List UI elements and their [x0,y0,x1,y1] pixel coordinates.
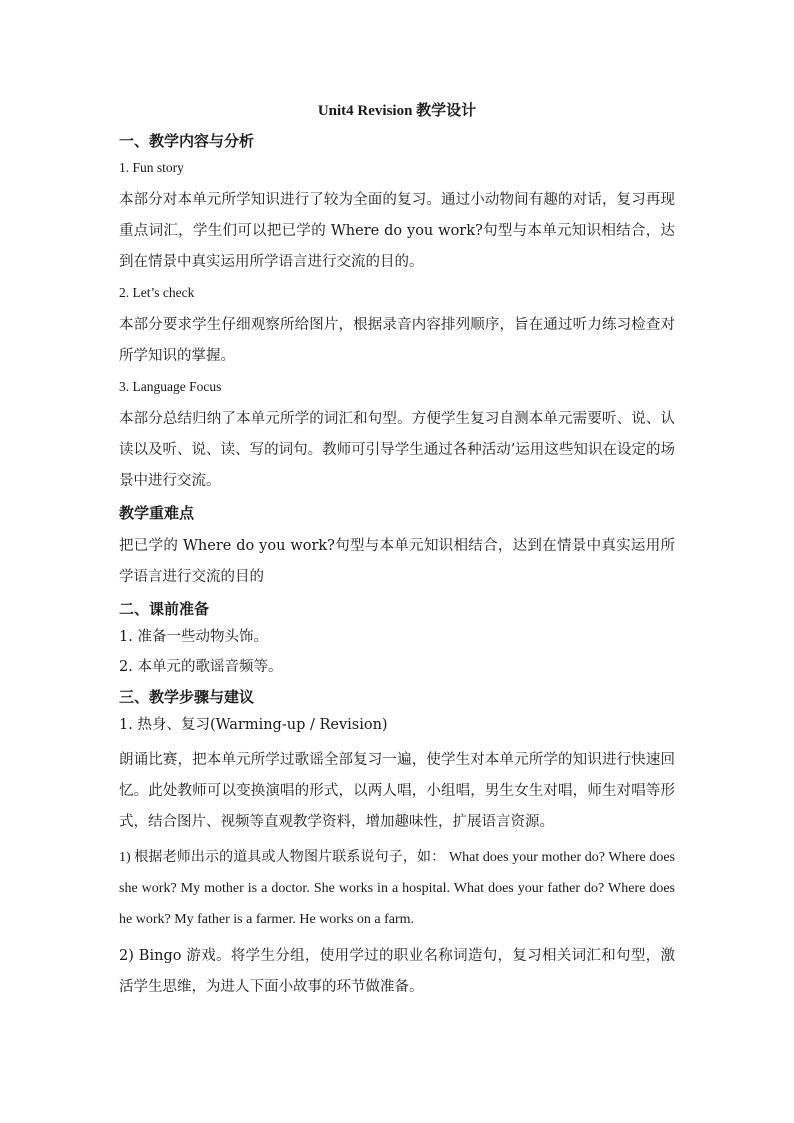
key-points-text: 把已学的 Where do you work?句型与本单元知识相结合，达到在情景中真实运用所学语言进行交流的目的 [119,538,675,585]
section-heading-teaching-steps: 三、教学步骤与建议 [119,688,255,706]
item-title-language-focus: 3. Language Focus [119,379,222,394]
item-text-lets-check: 本部分要求学生仔细观察所给图片，根据录音内容排列顺序，旨在通过听力练习检查对所学知识的掌握。 [119,317,675,364]
item-title-fun-story: 1. Fun story [119,160,184,175]
document-title: Unit4 Revision 教学设计 [317,103,477,119]
step-title-warming-up: 1. 热身、复习(Warming-up / Revision) [119,717,388,733]
item-title-lets-check: 2. Let’s check [119,285,195,300]
section-heading-preparation: 二、课前准备 [119,600,210,618]
preparation-item-2: 2. 本单元的歌谣音频等。 [119,659,283,675]
step-subitem-1: 1) 根据老师出示的道具或人物图片联系说句子，如： What does your mother do? Where does she work? My mother is a doctor. She works in a hospital. What does your father do? Where does he work? My father is a farmer. He works on a farm. [119,850,675,927]
section-heading-content-analysis: 一、教学内容与分析 [119,132,255,150]
item-text-language-focus: 本部分总结归纳了本单元所学的词汇和句型。方便学生复习自测本单元需要听、说、认读以及听、说、读、写的词句。教师可引导学生通过各种活动’运用这些知识在设定的场景中进行交流。 [119,411,675,489]
preparation-item-1: 1. 准备一些动物头饰。 [119,629,268,645]
step-subitem-2: 2) Bingo 游戏。将学生分组，使用学过的职业名称词造句，复习相关词汇和句型，激活学生思维，为进人下面小故事的环节做准备。 [119,948,675,995]
document-page [119,101,675,1009]
step-text-warming-up: 朗诵比赛，把本单元所学过歌谣全部复习一遍，使学生对本单元所学的知识进行快速回忆。此处教师可以变换演唱的形式，以两人唱，小组唱，男生女生对唱，师生对唱等形式，结合图片、视频等直观教学资料，增加趣味性，扩展语言资源。 [119,752,675,830]
section-heading-key-points: 教学重难点 [119,504,195,522]
item-text-fun-story: 本部分对本单元所学知识进行了较为全面的复习。通过小动物间有趣的对话，复习再现重点词汇，学生们可以把已学的 Where do you work?句型与本单元知识相结合，达到在情景中真实运用所学语言进行交流的目的。 [119,192,675,270]
